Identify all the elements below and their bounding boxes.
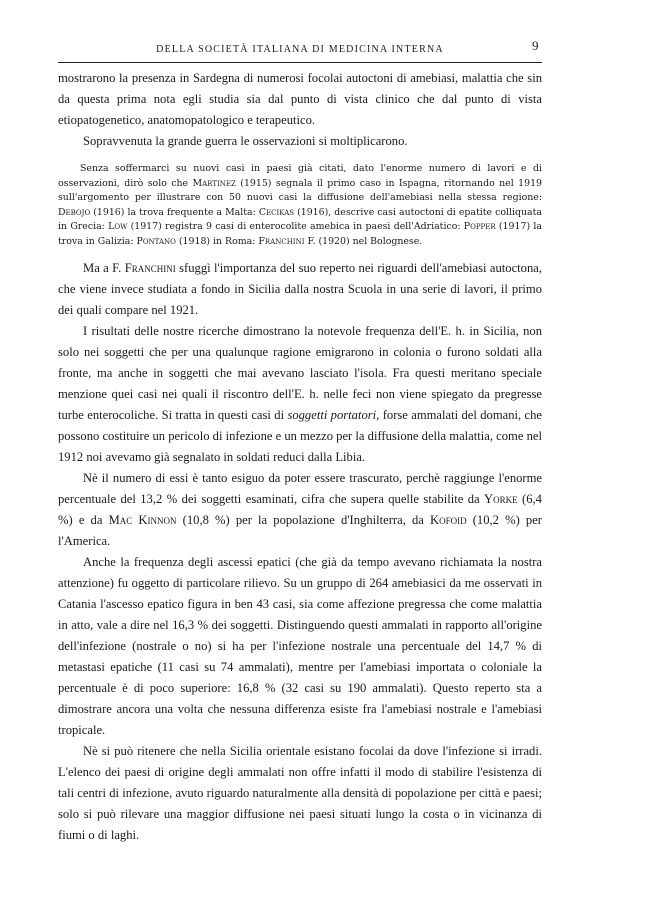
author-name: Kofoid xyxy=(429,512,467,527)
note-text: (1916), descrive casi autoctoni di epatite colliquata in Grecia: xyxy=(58,206,542,233)
text: forse ammalati del domani, che possono costituire un pericolo di infezione e un mezzo per la diffusione della malattia, come nel 1912 noi avevamo già segnalato in soldati reduci dalla Libia. xyxy=(58,407,542,464)
note-text: (1920) nel Bolognese. xyxy=(315,235,423,247)
paragraph xyxy=(58,468,542,552)
text: (10,2 %) per l'America. xyxy=(58,512,542,548)
text: Ma a F. xyxy=(83,260,125,275)
author-name: Pontano xyxy=(136,235,176,247)
text: (10,8 %) per la popolazione d'Inghilterra, da xyxy=(176,512,430,527)
emphasis: soggetti portatori, xyxy=(287,407,380,422)
body-text xyxy=(58,68,542,846)
note-text: (1915) segnala il primo caso in Ispagna, ritornando nel 1919 sull'argomento per illustrare con 50 nuovi casi la diffusione dell'amebiasi nella stessa regione: xyxy=(58,177,543,204)
page-number: 9 xyxy=(532,38,539,53)
paragraph xyxy=(58,321,542,468)
note-text: (1917) registra 9 casi di enterocolite amebica in paesi dell'Adriatico: xyxy=(127,221,464,233)
paragraph: Sopravvenuta la grande guerra le osservazioni si moltiplicarono. xyxy=(83,134,408,148)
author-name: Franchini xyxy=(124,260,176,275)
running-head: DELLA SOCIETÀ ITALIANA DI MEDICINA INTERNA xyxy=(156,44,444,55)
note-text: (1918) in Roma: xyxy=(175,235,259,247)
author-name: Mac Kinnon xyxy=(108,512,177,527)
note-text: Senza soffermarci su nuovi casi in paesi già citati, dato l'enorme numero di lavori e di osservazioni, dirò solo che xyxy=(58,163,542,189)
author-name: Franchini F. xyxy=(258,235,316,247)
paragraph: mostrarono la presenza in Sardegna di numerosi focolai autoctoni di amebiasi, malattia che sin da questa prima nota egli studia sia dal punto di vista clinico che dal punto di vista etiopatogenetico, anatomopatologico e terapeutico. xyxy=(58,71,542,127)
text: (6,4 %) e da xyxy=(58,491,542,527)
author-name: Debojo xyxy=(58,206,91,218)
author-name: Cecikas xyxy=(258,206,295,218)
text: I risultati delle nostre ricerche dimostrano la notevole frequenza dell'E. h. in Sicilia, non solo nei soggetti che per una qualunque ragione emigrarono in colonia o furono soldati alla fronte, ma anche in soggetti che mai avevano lasciato l'isola. Fra questi meritano speciale menzione quei casi nei quali il riscontro dell'E. h. nelle feci non viene spiegato da pregresse turbe enterocoliche. Si tratta in questi casi di xyxy=(58,323,542,422)
paragraph: Nè si può ritenere che nella Sicilia orientale esistano focolai da dove l'infezione si irradi. L'elenco dei paesi di origine degli ammalati non offre infatti il modo di stabilire l'esistenza di tali centri di infezione, avuto riguardo naturalmente alla densità di popolazione per città e paesi; solo si può rilevare una maggior diffusione nei paesi situati lungo la costa o in vicinanza di fiumi o di laghi. xyxy=(58,743,542,842)
author-name: Martinez xyxy=(192,177,236,189)
paragraph: Anche la frequenza degli ascessi epatici (che già da tempo avevano richiamata la nostra attenzione) fu oggetto di particolare rilievo. Su un gruppo di 264 amebiasici da me osservati in Catania l'ascesso epatico figura in ben 43 casi, sia come affezione pregressa che come malattia in atto, vale a dire nel 16,3 % dei soggetti. Distinguendo questi ammalati in rapporto all'origine dell'infezione (nostrale o no) si ha per l'infezione nostrale una percentuale del 14,7 % di metastasi epatiche (11 casi su 74 ammalati), mentre per l'amebiasi importata o coloniale la percentuale è di poco superiore: 16,8 % (32 casi su 190 ammalati). Questo reperto sta a dimostrare ancora una volta che nessuna differenza esiste fra l'amebiasi nostrale e l'amebiasi tropicale. xyxy=(58,554,542,737)
author-name: Low xyxy=(108,221,128,233)
paragraph xyxy=(58,258,542,321)
author-name: Yorke xyxy=(484,491,518,506)
text: sfuggì l'importanza del suo reperto nei riguardi dell'amebiasi autoctona, che viene invece studiata a fondo in Sicilia dalla nostra Scuola in una serie di lavori, il primo dei quali compare nel 1921. xyxy=(58,260,543,317)
header-rule xyxy=(58,62,542,63)
note-text: (1917) la trova in Galizia: xyxy=(58,221,542,247)
author-name: Popper xyxy=(463,221,496,233)
text: Nè il numero di essi è tanto esiguo da poter essere trascurato, perchè raggiunge l'enorme percentuale del 13,2 % dei soggetti esaminati, cifra che supera quelle stabilite da xyxy=(58,470,542,506)
footnote-paragraph xyxy=(58,162,542,250)
note-text: (1916) la trova frequente a Malta: xyxy=(90,206,259,218)
